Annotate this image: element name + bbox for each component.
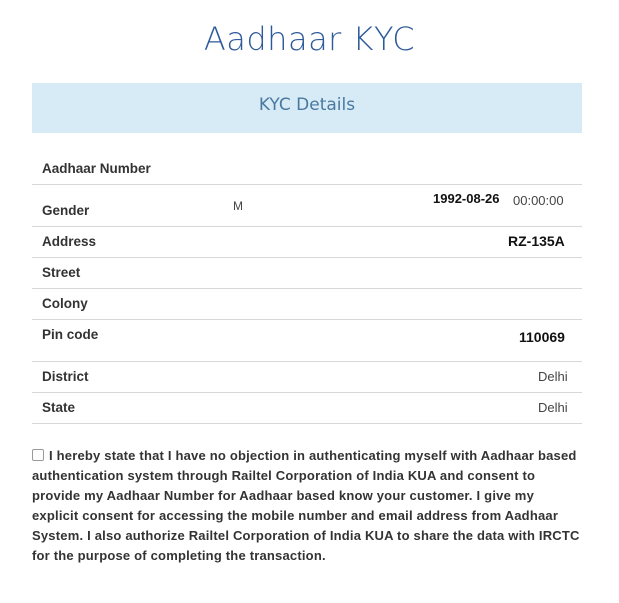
gender-label: Gender [42, 203, 90, 218]
page-title: Aadhaar KYC [203, 20, 416, 58]
address-label: Address [42, 234, 97, 249]
divider [32, 184, 582, 185]
dob-date-value: 1992-08-26 [433, 191, 500, 206]
dob-time-value: 00:00:00 [513, 193, 564, 208]
consent-checkbox[interactable] [32, 449, 44, 461]
address-value: RZ-135A [508, 233, 565, 249]
street-label: Street [42, 265, 81, 280]
gender-value: M [233, 199, 243, 213]
divider [32, 361, 582, 362]
divider [32, 319, 582, 320]
aadhaar-number-label: Aadhaar Number [42, 161, 151, 176]
colony-label: Colony [42, 296, 88, 311]
district-value: Delhi [538, 369, 568, 384]
divider [32, 392, 582, 393]
pin-code-value: 110069 [519, 329, 565, 345]
divider [32, 423, 582, 424]
consent-text: I hereby state that I have no objection in authenticating myself with Aadhaar based authentication system through Railtel Corporation of India KUA and consent to provide my Aadhaar Number for Aadhaar based know your customer. I give my explicit consent for accessing the mobile number and email address from Aadhaar System. I also authorize Railtel Corporation of India KUA to share the data with IRCTC for the purpose of completing the transaction. [32, 448, 580, 563]
district-label: District [42, 369, 89, 384]
kyc-details-header: KYC Details [32, 83, 582, 133]
pin-code-label: Pin code [42, 327, 99, 342]
divider [32, 226, 582, 227]
consent-block [32, 446, 582, 566]
divider [32, 257, 582, 258]
state-value: Delhi [538, 400, 568, 415]
divider [32, 288, 582, 289]
state-label: State [42, 400, 76, 415]
